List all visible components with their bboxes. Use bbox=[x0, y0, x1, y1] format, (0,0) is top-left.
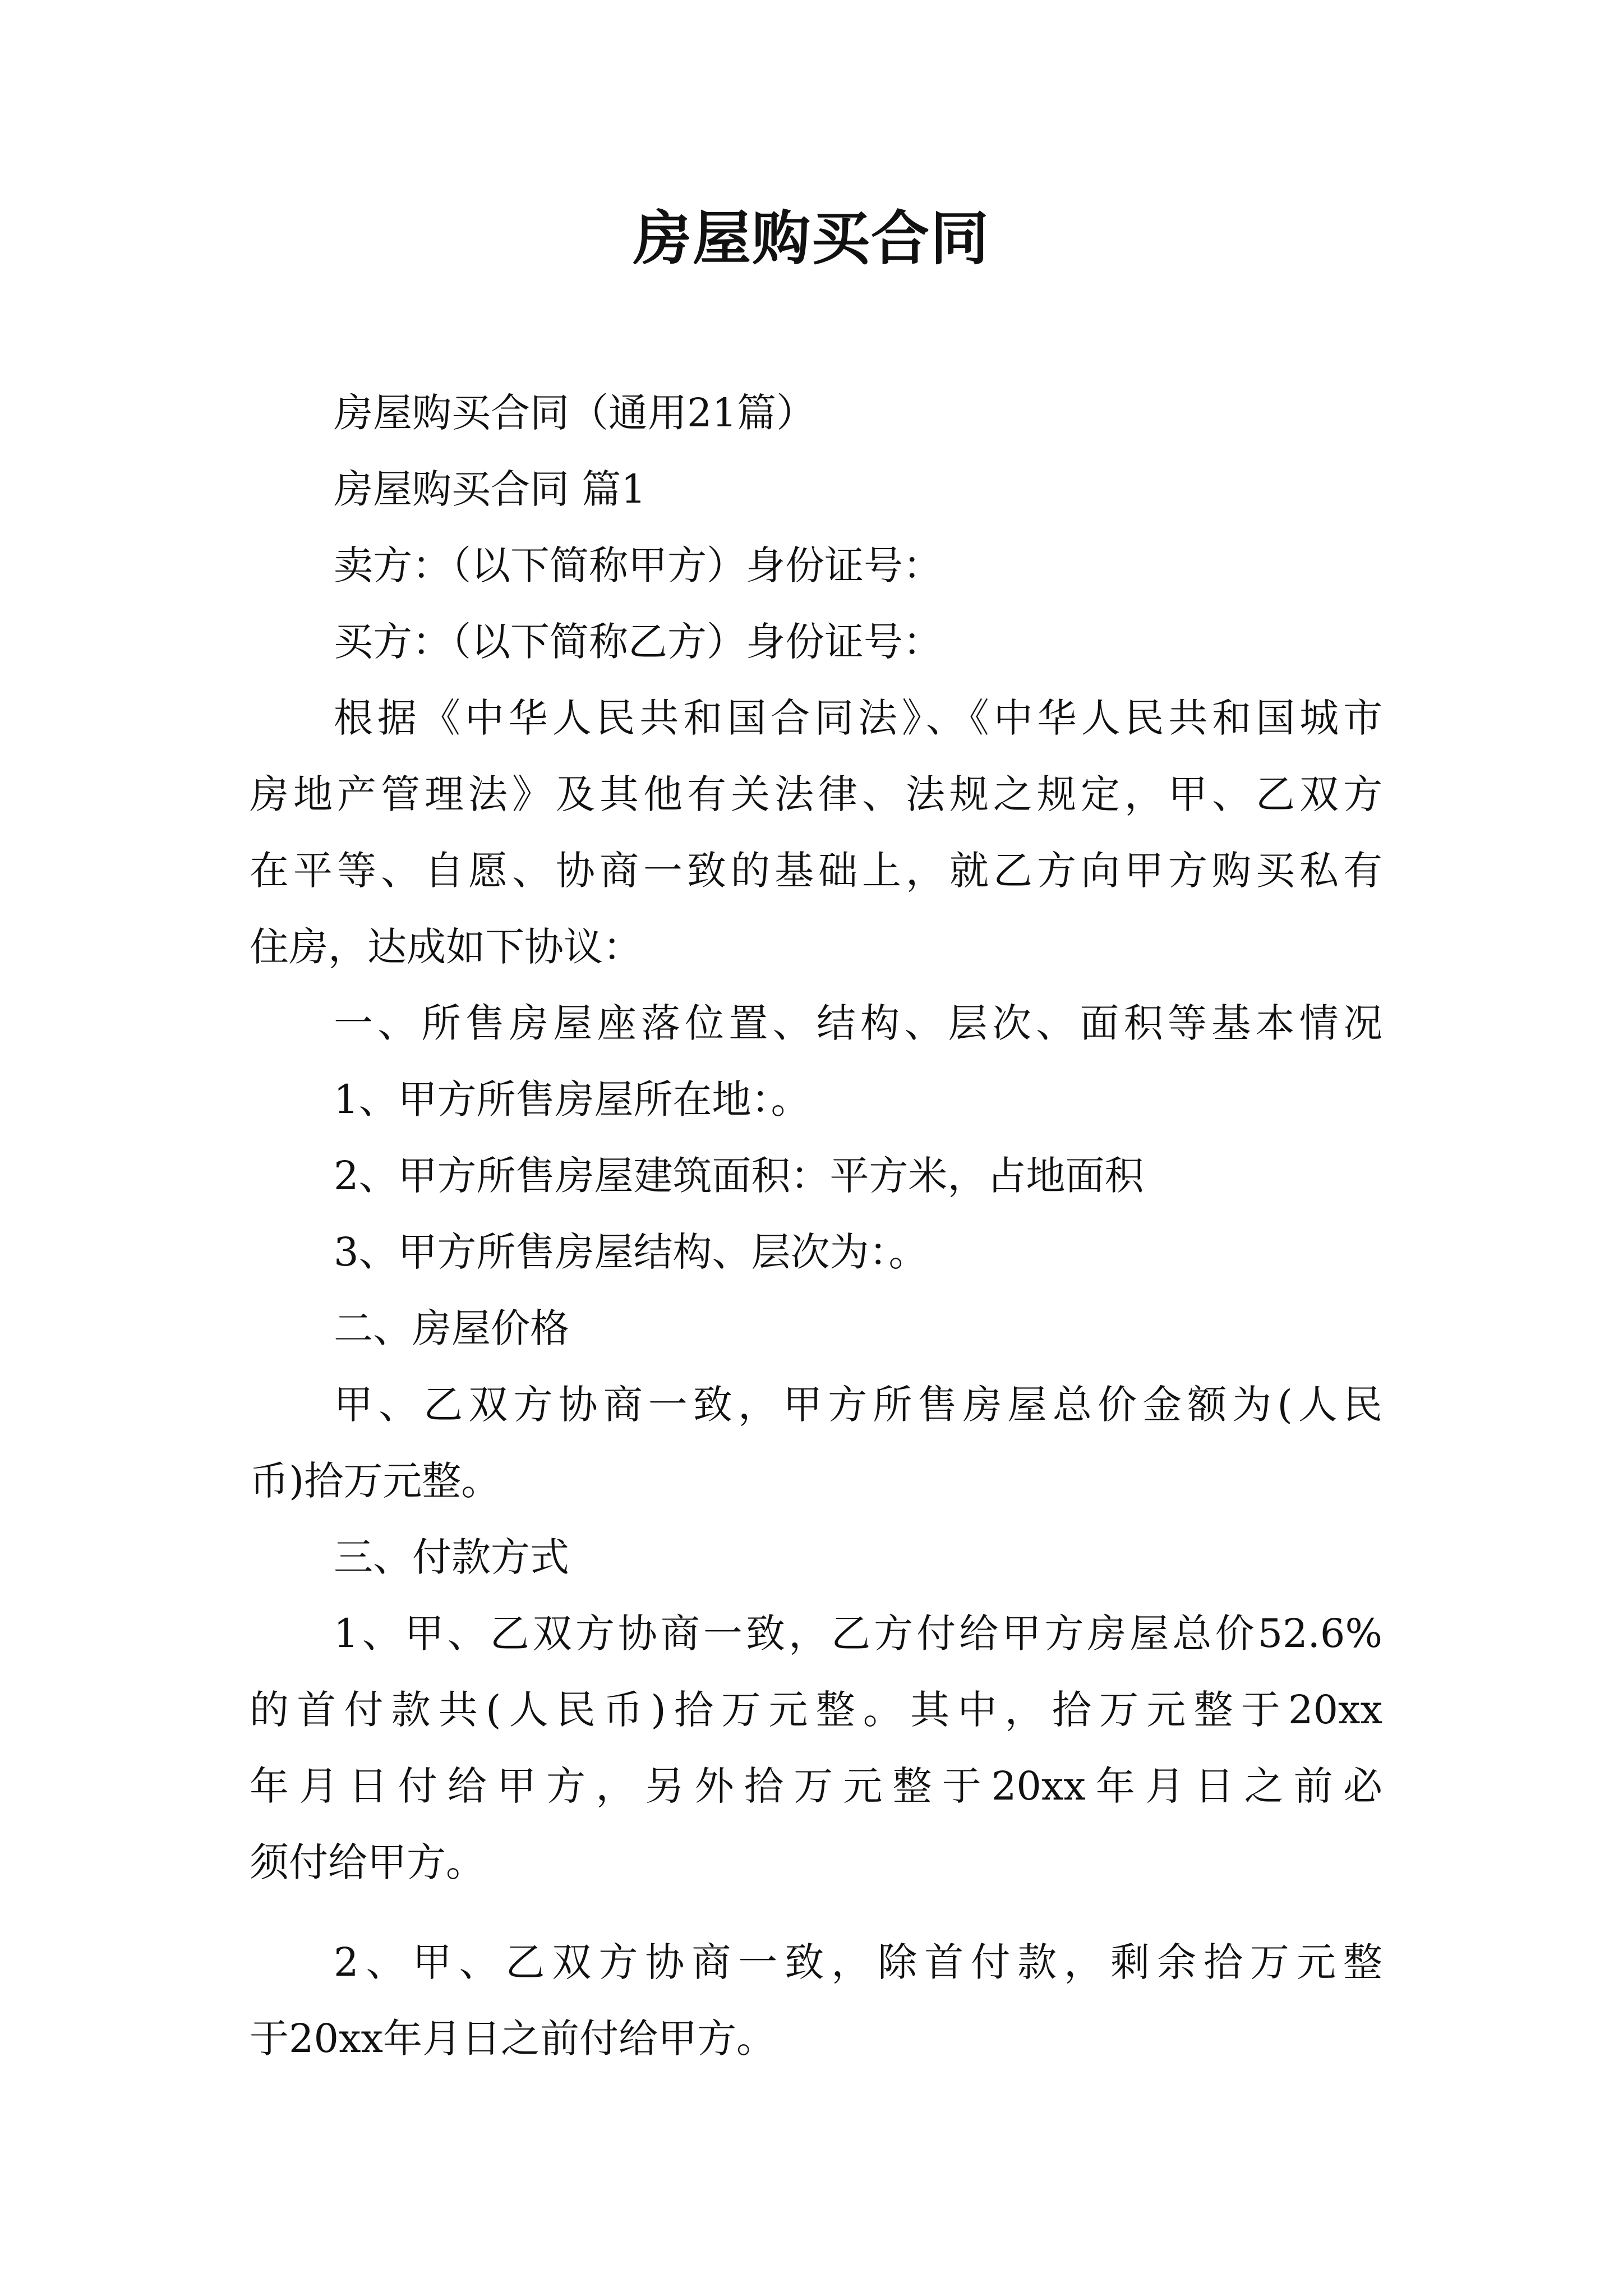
paragraph-line: 甲、乙双方协商一致，甲方所售房屋总价金额为(人民 bbox=[334, 1382, 1382, 1428]
buyer-line: 买方：（以下简称乙方）身份证号： bbox=[334, 619, 942, 665]
section-heading-line: 一、所售房屋座落位置、结构、层次、面积等基本情况 bbox=[334, 1000, 1382, 1046]
paragraph-line: 币)拾万元整。 bbox=[250, 1458, 501, 1504]
clause-line: 3、甲方所售房屋结构、层次为：。 bbox=[334, 1229, 928, 1275]
paragraph-line: 年月日付给甲方，另外拾万元整于20xx年月日之前必 bbox=[250, 1763, 1382, 1809]
subtitle-line: 房屋购买合同（通用21篇） bbox=[334, 390, 816, 436]
paragraph-line: 1、甲、乙双方协商一致，乙方付给甲方房屋总价52.6% bbox=[334, 1611, 1382, 1657]
paragraph-line: 在平等、自愿、协商一致的基础上，就乙方向甲方购买私有 bbox=[250, 848, 1382, 894]
paragraph-line: 根据《中华人民共和国合同法》、《中华人民共和国城市 bbox=[334, 695, 1382, 741]
paragraph-line: 2、甲、乙双方协商一致，除首付款，剩余拾万元整 bbox=[334, 1939, 1382, 1985]
paragraph-line: 的首付款共(人民币)拾万元整。其中，拾万元整于20xx bbox=[250, 1687, 1382, 1733]
clause-line: 1、甲方所售房屋所在地：。 bbox=[334, 1076, 810, 1122]
paragraph-line: 于20xx年月日之前付给甲方。 bbox=[250, 2016, 776, 2062]
section-heading-line: 三、付款方式 bbox=[334, 1534, 569, 1580]
paragraph-line: 房地产管理法》及其他有关法律、法规之规定，甲、乙双方 bbox=[250, 771, 1382, 817]
paragraph-line: 须付给甲方。 bbox=[250, 1839, 485, 1885]
document-title: 房屋购买合同 bbox=[633, 204, 990, 273]
clause-line: 2、甲方所售房屋建筑面积：平方米，占地面积 bbox=[334, 1153, 1144, 1199]
section-heading-line: 房屋购买合同 篇1 bbox=[334, 466, 646, 512]
seller-line: 卖方：（以下简称甲方）身份证号： bbox=[334, 542, 942, 588]
section-heading-line: 二、房屋价格 bbox=[334, 1305, 569, 1351]
paragraph-line: 住房，达成如下协议： bbox=[250, 924, 642, 970]
